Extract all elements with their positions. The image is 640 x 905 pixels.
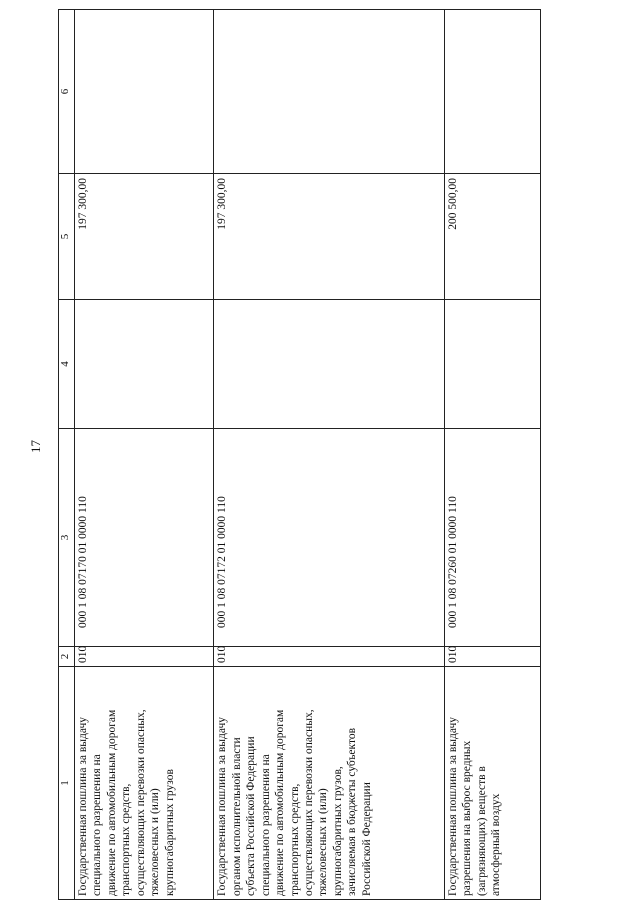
header-col-2: 2 [59,647,75,667]
amount-cell: 197 300,00 [75,174,214,300]
fee-name-line: зачисляемая в бюджеты субъектов [346,727,359,896]
fee-name-line: движение по автомобильным дорогам [105,709,118,896]
col4-cell [444,300,540,429]
col4-cell [214,300,444,429]
table-row [75,10,214,900]
fee-name-line: атмосферный воздух [489,793,502,896]
header-col-6: 6 [59,10,75,174]
header-col-5: 5 [59,174,75,300]
fee-name-line: тяжеловесных и (или) [149,788,162,896]
fee-name-line: разрешения на выброс вредных [461,740,474,896]
header-col-3: 3 [59,429,75,647]
line-code-cell: 010 [75,647,214,667]
col6-cell [214,10,444,174]
fee-name-line: специального разрешения на [259,754,272,896]
line-code-cell: 010 [444,647,540,667]
fee-name-line: тяжеловесных и (или) [317,788,330,896]
fee-name-line: (загрязняющих) веществ в [475,766,488,896]
table-row [444,10,540,900]
rotated-table-wrapper [58,10,541,900]
fee-name-cell [444,667,540,900]
fee-name-line: специального разрешения на [91,754,104,896]
budget-code-cell: 000 1 08 07260 01 0000 110 [444,429,540,647]
fee-name-line: Государственная пошлина за выдачу [446,716,459,896]
budget-code-cell: 000 1 08 07172 01 0000 110 [214,429,444,647]
fees-table [58,9,541,900]
fee-name-line: транспортных средств, [288,783,301,896]
header-col-1: 1 [59,667,75,900]
fee-name-cell [214,667,444,900]
amount-cell: 200 500,00 [444,174,540,300]
fee-name-line: осуществляющих перевозки опасных, [302,709,315,896]
fee-name-line: Российской Федерации [360,782,373,896]
header-row [59,10,75,900]
fee-name-line: транспортных средств, [120,783,133,896]
line-code-cell: 010 [214,647,444,667]
fee-name-line: Государственная пошлина за выдачу [77,716,89,896]
table-row [214,10,444,900]
fee-name-line: субъекта Российской Федерации [245,736,258,896]
col6-cell [444,10,540,174]
fee-name-line: крупногабаритных грузов, [331,766,344,896]
fee-name-line: Государственная пошлина за выдачу [216,716,229,896]
page-number: 17 [28,440,43,453]
fee-name-cell [75,667,214,900]
col4-cell [75,300,214,429]
col6-cell [75,10,214,174]
fee-name-line: крупногабаритных грузов [163,769,176,896]
fee-name-line: органом исполнительной власти [230,737,243,896]
fee-name-line: движение по автомобильным дорогам [274,709,287,896]
fee-name-line: осуществляющих перевозки опасных, [134,709,147,896]
header-col-4: 4 [59,300,75,429]
budget-code-cell: 000 1 08 07170 01 0000 110 [75,429,214,647]
amount-cell: 197 300,00 [214,174,444,300]
